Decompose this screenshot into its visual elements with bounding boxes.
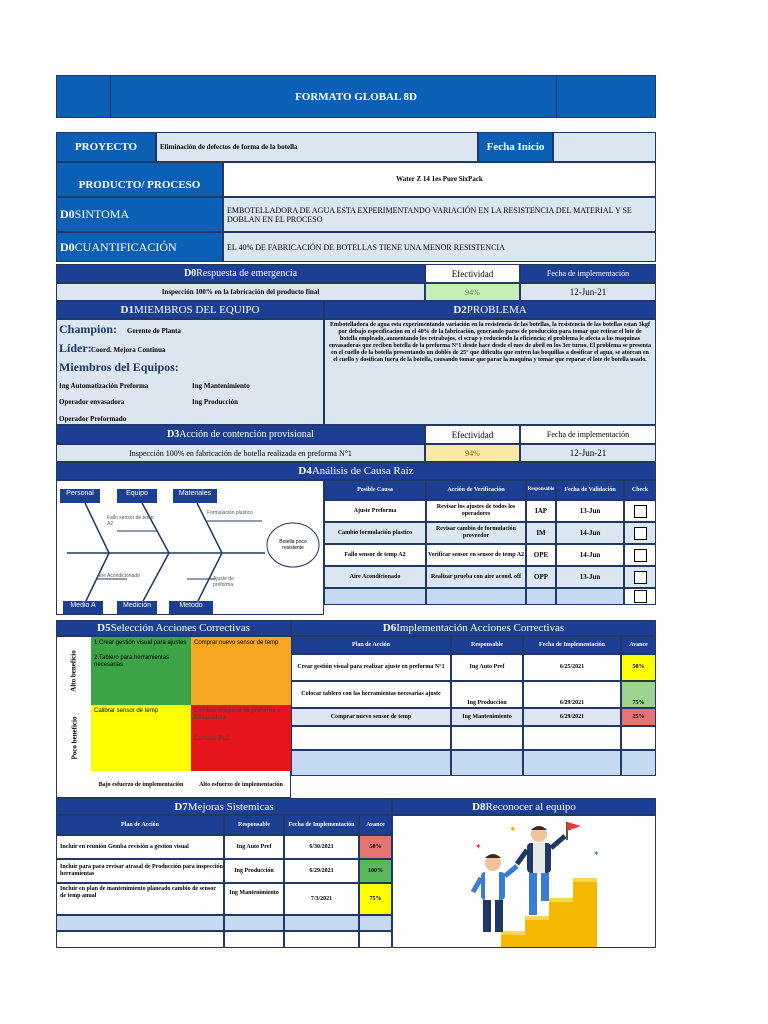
d4-col-check: Check xyxy=(624,480,656,500)
d0-sintoma-label: D0 SINTOMA xyxy=(56,197,223,232)
fish-materiales: Materiales xyxy=(178,490,212,497)
d6-resp-4 xyxy=(451,726,523,750)
d5-matrix xyxy=(56,636,291,798)
fish-formulacion: Formulación plastico xyxy=(207,510,253,516)
d0-resp-efect-label: Efectividad xyxy=(425,264,520,283)
d7-fecha-1: 6/30/2021 xyxy=(284,835,359,859)
d6-plan-5 xyxy=(291,750,451,776)
d4-table xyxy=(324,480,656,615)
d4-resp-5 xyxy=(526,588,556,605)
d6-fecha-1: 6/25/2021 xyxy=(523,654,621,681)
fish-ajuste: Ajuste de preforma xyxy=(213,576,234,588)
d5-quadrant-green xyxy=(91,637,191,705)
d0-resp-fecha-label: Fecha de implementación xyxy=(520,264,656,283)
fish-aire: Aire Acondicionado xyxy=(97,573,140,579)
d4-header: D4 Análisis de Causa Raíz xyxy=(56,462,656,480)
d3-fecha-label: Fecha de implementación xyxy=(520,425,656,444)
d4-resp-3: OPE xyxy=(526,544,556,566)
d6-plan-2: Colocar tablero con las herramientas necesarias ajuste xyxy=(291,681,451,708)
d4-resp-2: IM xyxy=(526,522,556,544)
fish-fallo-sensor: Fallo sensor de temp A2 xyxy=(107,515,154,527)
fishbone-diagram xyxy=(56,480,324,615)
d8-header: D8 Reconocer al equipo xyxy=(392,798,656,815)
d7-resp-4 xyxy=(224,915,284,931)
d5-poco-cell xyxy=(57,705,91,771)
d6-fecha-2: 6/29/2021 xyxy=(523,681,621,708)
d0-resp-header: D0 Respuesta de emergencia xyxy=(56,264,425,283)
d4-date-3: 14-Jun xyxy=(556,544,624,566)
d4-cause-3: Fallo sensor de temp A2 xyxy=(324,544,426,566)
d5-alto-label: Alto beneficio xyxy=(70,650,79,692)
d0-cuant-label: D0 CUANTIFICACIÓN xyxy=(56,232,223,262)
d5-red-2: Cambiar PLC xyxy=(194,736,231,742)
d5-bajo-esfuerzo: Bajo esfuerzo de implementación xyxy=(98,781,184,788)
d8-panel xyxy=(392,815,656,948)
d5-alto-esfuerzo: Alto esfuerzo de implementación xyxy=(199,781,283,788)
member-4: Ing Producción xyxy=(192,398,238,406)
svg-text:✦: ✦ xyxy=(509,824,517,834)
d6-fecha-4 xyxy=(523,726,621,750)
fish-medicion: Medición xyxy=(122,602,151,609)
miembros-label: Miembros del Equipos: xyxy=(59,360,179,374)
d4-date-5 xyxy=(556,588,624,605)
d7-avance-2: 100% xyxy=(359,859,392,883)
d4-date-1: 13-Jun xyxy=(556,500,624,522)
d7-col-fecha: Fecha de Implementación xyxy=(284,815,359,835)
d4-cause-4: Aire Acondicionado xyxy=(324,566,426,588)
proyecto-value: Eliminación de defectos de forma de la botella xyxy=(156,132,478,162)
d4-checkbox-5[interactable] xyxy=(634,590,647,603)
d5-quadrant-red xyxy=(191,705,291,771)
member-1: Ing Automatización Preforma xyxy=(59,382,149,390)
d4-action-4: Realizar prueba con aire acond. off xyxy=(426,566,526,588)
svg-text:✦: ✦ xyxy=(475,842,482,851)
proyecto-label: PROYECTO xyxy=(56,132,156,162)
d6-col-resp: Responsable xyxy=(451,636,523,654)
d6-avance-4 xyxy=(621,726,656,750)
d3-efect-label: Efectividad xyxy=(425,425,520,444)
d7-fecha-3: 7/3/2021 xyxy=(284,883,359,915)
d4-action-5 xyxy=(426,588,526,605)
d4-col-fecha: Fecha de Validación xyxy=(556,480,624,500)
d1-body xyxy=(56,319,324,425)
d6-resp-5 xyxy=(451,750,523,776)
d4-check-cell-3 xyxy=(624,544,656,566)
d7-col-avance: Avance xyxy=(359,815,392,835)
d4-cause-5 xyxy=(324,588,426,605)
document-title: FORMATO GLOBAL 8D xyxy=(295,90,417,103)
d0-resp-fecha: 12-Jun-21 xyxy=(520,283,656,301)
producto-value: Water Z 14 1es Pure SixPack xyxy=(223,162,656,197)
d2-header: D2 PROBLEMA xyxy=(324,301,656,319)
d5-orange-1: Comprar nuevo sensor de temp xyxy=(194,640,279,646)
d7-avance-4 xyxy=(359,915,392,931)
producto-label: PRODUCTO/ PROCESO xyxy=(56,162,223,197)
d6-col-fecha: Fecha de Implementación xyxy=(523,636,621,654)
d6-table xyxy=(291,636,656,776)
d4-resp-4: OPP xyxy=(526,566,556,588)
lider-label: Líder: xyxy=(59,341,92,355)
d4-action-2: Revisar cambio de formulación proveedor xyxy=(426,522,526,544)
d5-yellow-1: Calibrar sensor de temp xyxy=(94,708,159,714)
d6-fecha-3: 6/29/2021 xyxy=(523,708,621,726)
d7-avance-5 xyxy=(359,931,392,948)
d4-cause-2: Cambio formulación plastico xyxy=(324,522,426,544)
d7-plan-5 xyxy=(56,931,224,948)
fish-equipo: Equipo xyxy=(126,490,148,497)
d7-avance-1: 50% xyxy=(359,835,392,859)
d6-col-plan: Plan de Acción xyxy=(291,636,451,654)
d6-header: D6 Implementación Acciones Correctivas xyxy=(291,620,656,636)
d4-col-causa: Posible Causa xyxy=(324,480,426,500)
d7-plan-3: Incluir en plan de mantenimiento planeado cambio de sensor de temp anual xyxy=(56,883,224,915)
d4-date-2: 14-Jun xyxy=(556,522,624,544)
d4-cause-1: Ajuste Preforma xyxy=(324,500,426,522)
d7-plan-1: Incluir en reunión Gemba revisión a gestion visual xyxy=(56,835,224,859)
d4-checkbox-2[interactable] xyxy=(634,527,647,540)
fish-head: Botella poco resistente xyxy=(279,539,307,551)
d6-avance-1: 50% xyxy=(621,654,656,681)
d7-fecha-5 xyxy=(284,931,359,948)
d6-fecha-5 xyxy=(523,750,621,776)
d6-avance-2: 75% xyxy=(621,681,656,708)
member-2: Ing Mantenimiento xyxy=(192,382,250,390)
champion-label: Champion: xyxy=(59,322,118,336)
d2-text: Embotelladora de agua esta experimentando variación en la resistencia de las botellas, la resistencia de las botellas estan 3kgf por debajo especificacion en el 40% de la fabricación, generando paros de producción para tomar que retirar el lote de botella empleado, aumentando los retrabajos, el scrap y reduciendo la eficiencia; el problema le afecta a las maquinas envasadoras que reciben botella de la preforma N°1 desde hace desde el mes de abril en los 3er turno. El problema se presenta en el cuello de la botella presentando un doblés de 25° que dificulta que entren las boquillas a dosificar el agua, se atorcan en el cuello y dosifican fuera de la botella, causando tomar que parar la maquina y tomar que reparar el lote de botella usado. xyxy=(324,319,656,425)
d7-resp-2: Ing Producción xyxy=(224,859,284,883)
d5-red-1: Cambiar maquina de preforma a Envasadora xyxy=(194,708,281,721)
d0-sintoma-value: EMBOTELLADORA DE AGUA ESTA EXPERIMENTANDO VARIACIÓN EN LA RESISTENCIA DEL MATERIAL Y SE DOBLAN EN EL PROCESO xyxy=(223,197,656,232)
member-5: Operador Preformado xyxy=(59,415,127,423)
d5-header: D5 Selección Acciones Correctivas xyxy=(56,620,291,636)
d5-green-1: 1.Crear gestión visual para ajustes xyxy=(94,640,187,646)
d4-checkbox-4[interactable] xyxy=(634,571,647,584)
d6-resp-1: Ing Auto Pref xyxy=(451,654,523,681)
d5-poco-label: Poco beneficio xyxy=(70,716,78,760)
d3-fecha: 12-Jun-21 xyxy=(520,444,656,462)
d6-col-avance: Avance xyxy=(621,636,656,654)
d4-action-3: Verificar sensor en sensor de temp A2 xyxy=(426,544,526,566)
champion-value: Gerente de Planta xyxy=(127,327,181,335)
d6-avance-5 xyxy=(621,750,656,776)
d7-fecha-4 xyxy=(284,915,359,931)
d4-check-cell-1 xyxy=(624,500,656,522)
title-left-cell xyxy=(56,75,111,118)
d5-green-2: 2.Tablero para herramientas necesarias xyxy=(94,655,170,668)
d7-fecha-2: 6/29/2021 xyxy=(284,859,359,883)
d6-avance-3: 25% xyxy=(621,708,656,726)
team-recognition-illustration xyxy=(393,816,655,947)
d3-row: Inspección 100% en fabricación de botella realizada en preforma N°1 xyxy=(56,444,425,462)
d3-efect: 94% xyxy=(425,444,520,462)
fecha-inicio-value xyxy=(553,132,656,162)
d0-cuant-value: EL 40% DE FABRICACIÓN DE BOTELLAS TIENE UNA MENOR RESISTENCIA xyxy=(223,232,656,262)
d4-col-resp: Responsable xyxy=(526,480,556,500)
d7-col-plan: Plan de Acción xyxy=(56,815,224,835)
d4-checkbox-1[interactable] xyxy=(634,505,647,518)
d7-resp-3: Ing Mantenimiento xyxy=(224,883,284,915)
d1-header: D1 MIEMBROS DEL EQUIPO xyxy=(56,301,324,319)
d4-check-cell-4 xyxy=(624,566,656,588)
d6-resp-2: Ing Producción xyxy=(451,681,523,708)
fish-medio: Medio A xyxy=(70,602,96,609)
d4-resp-1: IAP xyxy=(526,500,556,522)
d4-action-1: Revisar los ajustes de todos los operadores xyxy=(426,500,526,522)
d4-col-accion: Acción de Verificación xyxy=(426,480,526,500)
title-right-cell xyxy=(556,75,656,118)
lider-value: Coord. Mejora Continua xyxy=(91,346,166,354)
d7-plan-2: Incluir para para revisar atrasal de Producción para inspección herramientas xyxy=(56,859,224,883)
d4-date-4: 13-Jun xyxy=(556,566,624,588)
d3-header: D3 Acción de contención provisional xyxy=(56,425,425,444)
d0-resp-row: Inspección 100% en la fabricación del producto final xyxy=(56,283,425,301)
d7-table xyxy=(56,815,392,948)
d4-check-cell-2 xyxy=(624,522,656,544)
d6-plan-1: Crear gestión visual para realizar ajuste en preforma N°1 xyxy=(291,654,451,681)
d6-plan-4 xyxy=(291,726,451,750)
d4-check-cell-5 xyxy=(624,588,656,605)
d6-resp-3: Ing Mantenimiento xyxy=(451,708,523,726)
fecha-inicio-label: Fecha Inicio xyxy=(478,132,553,162)
d0-resp-efect: 94% xyxy=(425,283,520,301)
fish-personal: Personal xyxy=(66,490,94,497)
d5-quadrant-orange xyxy=(191,637,291,705)
d6-plan-3: Comprar nuevo sensor de temp xyxy=(291,708,451,726)
member-3: Operador envasadora xyxy=(59,398,125,406)
d7-header: D7 Mejoras Sistemicas xyxy=(56,798,392,815)
d5-quadrant-yellow xyxy=(91,705,191,771)
svg-text:✦: ✦ xyxy=(593,849,600,858)
d7-col-resp: Responsable xyxy=(224,815,284,835)
d4-checkbox-3[interactable] xyxy=(634,549,647,562)
d7-resp-1: Ing Auto Pref xyxy=(224,835,284,859)
d5-alto-cell xyxy=(57,637,91,705)
d7-plan-4 xyxy=(56,915,224,931)
d7-resp-5 xyxy=(224,931,284,948)
fish-metodo: Metodo xyxy=(179,602,203,609)
d7-avance-3: 75% xyxy=(359,883,392,915)
